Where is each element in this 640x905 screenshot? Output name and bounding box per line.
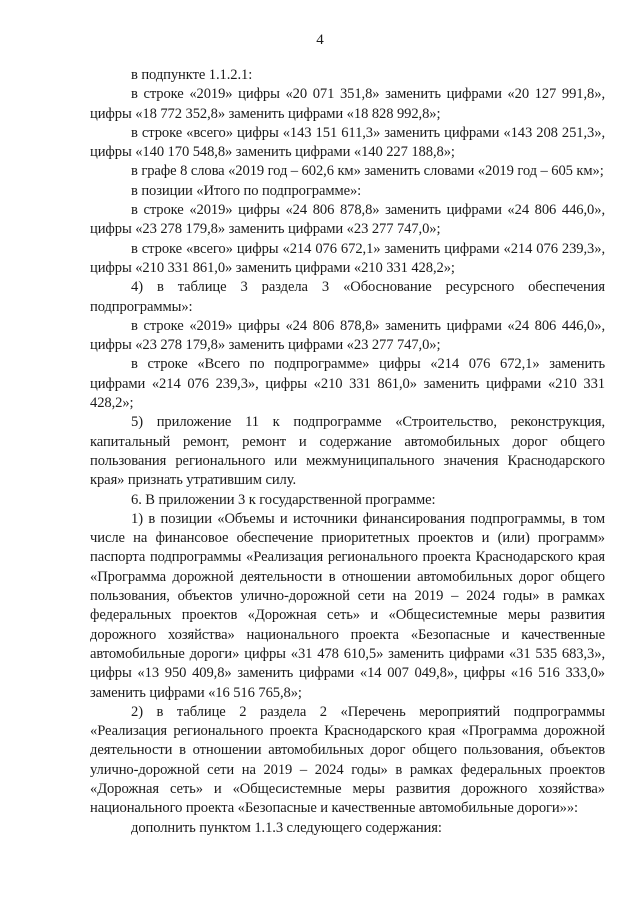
document-body bbox=[90, 66, 605, 838]
paragraph: в строке «2019» цифры «24 806 878,8» заменить цифрами «24 806 446,0», цифры «23 278 179,8» заменить цифрами «23 277 747,0»; bbox=[90, 202, 605, 238]
paragraph: дополнить пунктом 1.1.3 следующего содержания: bbox=[131, 819, 442, 836]
paragraph: в строке «всего» цифры «143 151 611,3» заменить цифрами «143 208 251,3», цифры «140 170 548,8» заменить цифрами «140 227 188,8»; bbox=[90, 124, 605, 161]
paragraph: 2) в таблице 2 раздела 2 «Перечень мероприятий подпрограммы «Реализация регионального проекта Краснодарского края «Программа дорожной деятельности в отношении автомобильных дорог общего пользования, объектов улично-дорожной сети на 2019 – 2024 годы» в рамках федеральных проектов «Дорожная сеть» и «Общесистемные меры развития дорожного хозяйства» национального проекта «Безопасные и качественные автомобильные дороги»»: bbox=[90, 703, 605, 817]
paragraph: 6. В приложении 3 к государственной программе: bbox=[131, 491, 436, 508]
page-number: 4 bbox=[316, 32, 324, 48]
paragraph: 4) в таблице 3 раздела 3 «Обоснование ресурсного обеспечения подпрограммы»: bbox=[90, 279, 605, 315]
paragraph: в строке «Всего по подпрограмме» цифры «214 076 672,1» заменить цифрами «214 076 239,3», цифры «210 331 861,0» заменить цифрами «210 331 428,2»; bbox=[90, 356, 605, 412]
paragraph: в позиции «Итого по подпрограмме»: bbox=[131, 182, 362, 199]
paragraph: в подпункте 1.1.2.1: bbox=[131, 67, 253, 83]
paragraph: 1) в позиции «Объемы и источники финансирования подпрограммы, в том числе на финансовое обеспечение приоритетных проектов и (или) программ» паспорта подпрограммы «Реализация регионального проекта Краснодарского края «Программа дорожной деятельности в отношении автомобильных дорог общего пользования, объектов улично-дорожной сети на 2019 – 2024 годы» в рамках федеральных проектов «Дорожная сеть» и «Общесистемные меры развития дорожного хозяйства» национального проекта «Безопасные и качественные автомобильные дороги» цифры «31 478 610,5» заменить цифрами «31 535 683,3», цифры «13 950 409,8» заменить цифрами «14 007 049,8», цифры «16 516 333,0» заменить цифрами «16 516 765,8»; bbox=[90, 510, 605, 701]
paragraph: в строке «2019» цифры «20 071 351,8» заменить цифрами «20 127 991,8», цифры «18 772 352,8» заменить цифрами «18 828 992,8»; bbox=[90, 86, 605, 122]
paragraph: 5) приложение 11 к подпрограмме «Строительство, реконструкция, капитальный ремонт, ремонт и содержание автомобильных дорог общего пользования регионального или межмуниципального значения Краснодарского края» признать утратившим силу. bbox=[90, 414, 605, 489]
paragraph: в строке «всего» цифры «214 076 672,1» заменить цифрами «214 076 239,3», цифры «210 331 861,0» заменить цифрами «210 331 428,2»; bbox=[90, 240, 605, 276]
paragraph: в графе 8 слова «2019 год – 602,6 км» заменить словами «2019 год – 605 км»; bbox=[131, 163, 604, 180]
paragraph: в строке «2019» цифры «24 806 878,8» заменить цифрами «24 806 446,0», цифры «23 278 179,8» заменить цифрами «23 277 747,0»; bbox=[90, 317, 605, 354]
